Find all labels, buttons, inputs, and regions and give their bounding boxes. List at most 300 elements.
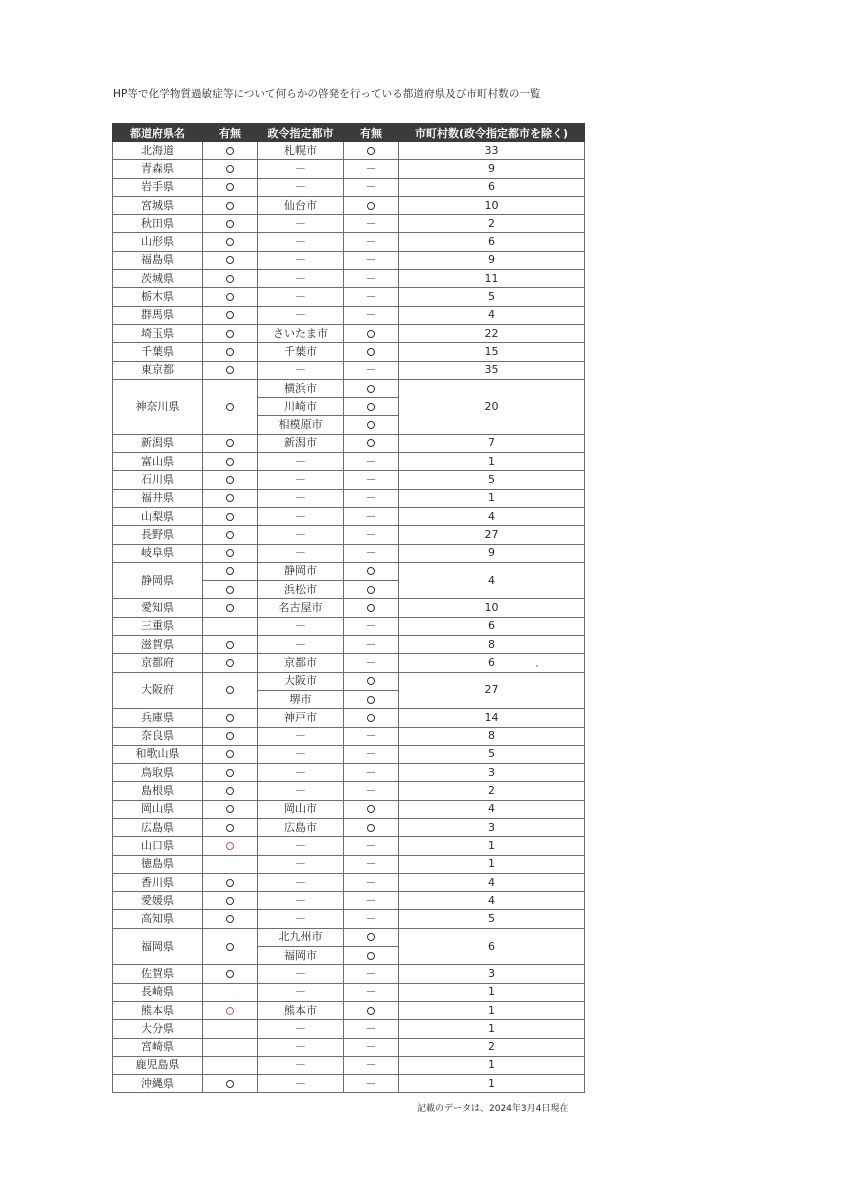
circle-mark-icon bbox=[226, 513, 234, 521]
designated-city-name: － bbox=[258, 178, 344, 196]
prefecture-name: 兵庫県 bbox=[113, 709, 203, 727]
prefecture-name: 京都府 bbox=[113, 654, 203, 672]
designated-city-has bbox=[344, 416, 399, 434]
municipality-count: 6 bbox=[399, 178, 585, 196]
prefecture-has bbox=[203, 709, 258, 727]
municipality-count: 22 bbox=[399, 324, 585, 342]
designated-city-has: － bbox=[344, 526, 399, 544]
prefecture-has bbox=[203, 672, 258, 709]
prefecture-name: 大阪府 bbox=[113, 672, 203, 709]
circle-mark-icon bbox=[226, 183, 234, 191]
designated-city-name: － bbox=[258, 1020, 344, 1038]
prefecture-has bbox=[203, 855, 258, 873]
table-row bbox=[113, 709, 585, 727]
designated-city-has bbox=[344, 599, 399, 617]
prefecture-has bbox=[203, 818, 258, 836]
designated-city-has bbox=[344, 142, 399, 160]
designated-city-name: － bbox=[258, 892, 344, 910]
designated-city-name: 浜松市 bbox=[258, 581, 344, 599]
designated-city-name: 京都市 bbox=[258, 654, 344, 672]
header-city-has: 有無 bbox=[344, 124, 399, 142]
designated-city-name: － bbox=[258, 270, 344, 288]
prefecture-name: 群馬県 bbox=[113, 306, 203, 324]
circle-mark-icon bbox=[367, 952, 375, 960]
circle-mark-icon bbox=[367, 348, 375, 356]
designated-city-has bbox=[344, 800, 399, 818]
municipality-count: 1 bbox=[399, 855, 585, 873]
table-row bbox=[113, 745, 585, 763]
municipality-count: 9 bbox=[399, 251, 585, 269]
prefecture-name: 青森県 bbox=[113, 160, 203, 178]
municipality-count: 27 bbox=[399, 672, 585, 709]
page-title: HP等で化学物質過敏症等について何らかの啓発を行っている都道府県及び市町村数の一覧 bbox=[113, 88, 541, 100]
prefecture-name: 沖縄県 bbox=[113, 1075, 203, 1093]
prefecture-name: 富山県 bbox=[113, 453, 203, 471]
circle-mark-icon bbox=[367, 586, 375, 594]
circle-mark-icon bbox=[226, 311, 234, 319]
designated-city-name: 大阪市 bbox=[258, 672, 344, 690]
circle-mark-icon bbox=[226, 531, 234, 539]
municipality-count: 3 bbox=[399, 965, 585, 983]
circle-mark-icon bbox=[226, 147, 234, 155]
designated-city-name: さいたま市 bbox=[258, 324, 344, 342]
prefecture-has bbox=[203, 1056, 258, 1074]
designated-city-name: 横浜市 bbox=[258, 379, 344, 397]
prefecture-name: 鳥取県 bbox=[113, 764, 203, 782]
circle-mark-icon bbox=[226, 476, 234, 484]
circle-mark-icon bbox=[226, 330, 234, 338]
designated-city-has: － bbox=[344, 855, 399, 873]
table-row bbox=[113, 818, 585, 836]
prefecture-has bbox=[203, 178, 258, 196]
designated-city-has: － bbox=[344, 471, 399, 489]
prefecture-name: 香川県 bbox=[113, 873, 203, 891]
header-municipality-count: 市町村数(政令指定都市を除く) bbox=[399, 124, 585, 142]
circle-mark-icon bbox=[226, 897, 234, 905]
prefecture-has bbox=[203, 544, 258, 562]
designated-city-name: － bbox=[258, 727, 344, 745]
designated-city-has: － bbox=[344, 617, 399, 635]
municipality-count: 1 bbox=[399, 453, 585, 471]
designated-city-has: － bbox=[344, 873, 399, 891]
table-row bbox=[113, 1001, 585, 1019]
prefecture-has bbox=[203, 1038, 258, 1056]
prefecture-name: 岐阜県 bbox=[113, 544, 203, 562]
designated-city-name: 熊本市 bbox=[258, 1001, 344, 1019]
circle-mark-icon bbox=[367, 677, 375, 685]
designated-city-name: － bbox=[258, 489, 344, 507]
prefecture-has bbox=[203, 1075, 258, 1093]
designated-city-has bbox=[344, 818, 399, 836]
municipality-count: 1 bbox=[399, 1001, 585, 1019]
table-row bbox=[113, 196, 585, 214]
circle-mark-icon bbox=[226, 805, 234, 813]
prefecture-name: 福岡県 bbox=[113, 928, 203, 965]
designated-city-name: － bbox=[258, 855, 344, 873]
circle-mark-icon bbox=[226, 293, 234, 301]
prefecture-has bbox=[203, 270, 258, 288]
designated-city-name: 札幌市 bbox=[258, 142, 344, 160]
designated-city-has bbox=[344, 709, 399, 727]
designated-city-name: － bbox=[258, 983, 344, 1001]
designated-city-has bbox=[344, 379, 399, 397]
table-row bbox=[113, 361, 585, 379]
table-row bbox=[113, 142, 585, 160]
prefecture-has bbox=[203, 599, 258, 617]
designated-city-name: 川崎市 bbox=[258, 398, 344, 416]
header-prefecture-has: 有無 bbox=[203, 124, 258, 142]
table-row bbox=[113, 782, 585, 800]
circle-mark-icon bbox=[226, 202, 234, 210]
table-row bbox=[113, 178, 585, 196]
municipality-count: 7 bbox=[399, 434, 585, 452]
header-row bbox=[113, 124, 585, 142]
designated-city-name: 千葉市 bbox=[258, 343, 344, 361]
circle-mark-icon bbox=[226, 458, 234, 466]
designated-city-name: － bbox=[258, 910, 344, 928]
designated-city-has: － bbox=[344, 636, 399, 654]
prefecture-name: 三重県 bbox=[113, 617, 203, 635]
municipality-count: 4 bbox=[399, 306, 585, 324]
prefecture-has bbox=[203, 251, 258, 269]
table-row bbox=[113, 983, 585, 1001]
designated-city-name: 神戸市 bbox=[258, 709, 344, 727]
circle-mark-icon bbox=[367, 824, 375, 832]
prefecture-name: 福井県 bbox=[113, 489, 203, 507]
designated-city-has bbox=[344, 690, 399, 708]
designated-city-name: － bbox=[258, 306, 344, 324]
municipality-count: 3 bbox=[399, 764, 585, 782]
prefecture-name: 岩手県 bbox=[113, 178, 203, 196]
designated-city-has: － bbox=[344, 178, 399, 196]
municipality-count: 9 bbox=[399, 160, 585, 178]
municipality-count: 2 bbox=[399, 1038, 585, 1056]
circle-mark-icon bbox=[226, 879, 234, 887]
municipality-count: 9 bbox=[399, 544, 585, 562]
designated-city-name: － bbox=[258, 965, 344, 983]
prefecture-has bbox=[203, 983, 258, 1001]
prefecture-has bbox=[203, 434, 258, 452]
circle-mark-icon bbox=[226, 439, 234, 447]
prefecture-has bbox=[203, 562, 258, 580]
circle-mark-icon bbox=[226, 494, 234, 502]
table-row bbox=[113, 892, 585, 910]
table-row bbox=[113, 928, 585, 946]
designated-city-name: － bbox=[258, 215, 344, 233]
prefecture-name: 長野県 bbox=[113, 526, 203, 544]
table-row bbox=[113, 636, 585, 654]
table-row bbox=[113, 1038, 585, 1056]
circle-mark-icon bbox=[226, 366, 234, 374]
prefecture-name: 栃木県 bbox=[113, 288, 203, 306]
prefecture-name: 徳島県 bbox=[113, 855, 203, 873]
designated-city-has: － bbox=[344, 544, 399, 562]
designated-city-has: － bbox=[344, 782, 399, 800]
prefecture-has bbox=[203, 306, 258, 324]
circle-mark-red-icon bbox=[226, 1007, 234, 1015]
municipality-count: 20 bbox=[399, 379, 585, 434]
circle-mark-icon bbox=[226, 604, 234, 612]
circle-mark-icon bbox=[226, 686, 234, 694]
prefecture-name: 岡山県 bbox=[113, 800, 203, 818]
designated-city-name: 堺市 bbox=[258, 690, 344, 708]
table-row bbox=[113, 526, 585, 544]
table-row bbox=[113, 324, 585, 342]
prefecture-has bbox=[203, 873, 258, 891]
circle-mark-icon bbox=[226, 348, 234, 356]
municipality-count: 4 bbox=[399, 562, 585, 599]
prefecture-name: 島根県 bbox=[113, 782, 203, 800]
prefecture-has bbox=[203, 489, 258, 507]
municipality-count: 8 bbox=[399, 727, 585, 745]
prefecture-name: 鹿児島県 bbox=[113, 1056, 203, 1074]
designated-city-has: － bbox=[344, 654, 399, 672]
municipality-count: 5 bbox=[399, 745, 585, 763]
designated-city-has: － bbox=[344, 270, 399, 288]
prefecture-name: 新潟県 bbox=[113, 434, 203, 452]
prefecture-table bbox=[112, 123, 585, 1093]
prefecture-has bbox=[203, 379, 258, 434]
designated-city-name: 名古屋市 bbox=[258, 599, 344, 617]
designated-city-has bbox=[344, 581, 399, 599]
designated-city-has: － bbox=[344, 727, 399, 745]
prefecture-has bbox=[203, 215, 258, 233]
table-row bbox=[113, 434, 585, 452]
circle-mark-icon bbox=[226, 824, 234, 832]
designated-city-has: － bbox=[344, 837, 399, 855]
circle-mark-icon bbox=[226, 238, 234, 246]
designated-city-name: － bbox=[258, 361, 344, 379]
designated-city-name: － bbox=[258, 288, 344, 306]
designated-city-has: － bbox=[344, 1038, 399, 1056]
table-row bbox=[113, 489, 585, 507]
prefecture-name: 広島県 bbox=[113, 818, 203, 836]
prefecture-has bbox=[203, 324, 258, 342]
circle-mark-icon bbox=[367, 147, 375, 155]
designated-city-has bbox=[344, 343, 399, 361]
table-row bbox=[113, 855, 585, 873]
municipality-count: 14 bbox=[399, 709, 585, 727]
prefecture-name: 山梨県 bbox=[113, 507, 203, 525]
municipality-count: 1 bbox=[399, 1056, 585, 1074]
municipality-count: 10 bbox=[399, 196, 585, 214]
circle-mark-icon bbox=[367, 805, 375, 813]
table-row bbox=[113, 617, 585, 635]
prefecture-name: 愛媛県 bbox=[113, 892, 203, 910]
prefecture-name: 滋賀県 bbox=[113, 636, 203, 654]
designated-city-has: － bbox=[344, 910, 399, 928]
table-row bbox=[113, 727, 585, 745]
municipality-count: 1 bbox=[399, 837, 585, 855]
designated-city-name: － bbox=[258, 507, 344, 525]
prefecture-has bbox=[203, 782, 258, 800]
table-row bbox=[113, 654, 585, 672]
designated-city-name: － bbox=[258, 1038, 344, 1056]
data-date-note: 記載のデータは、2024年3月4日現在 bbox=[417, 1104, 569, 1114]
municipality-count: 1 bbox=[399, 983, 585, 1001]
designated-city-name: 新潟市 bbox=[258, 434, 344, 452]
designated-city-has bbox=[344, 398, 399, 416]
municipality-count: 6 bbox=[399, 233, 585, 251]
prefecture-name: 東京都 bbox=[113, 361, 203, 379]
designated-city-name: 北九州市 bbox=[258, 928, 344, 946]
designated-city-has bbox=[344, 672, 399, 690]
designated-city-has: － bbox=[344, 983, 399, 1001]
circle-mark-icon bbox=[367, 403, 375, 411]
prefecture-has bbox=[203, 1001, 258, 1019]
circle-mark-red-icon bbox=[226, 842, 234, 850]
table-row bbox=[113, 562, 585, 580]
table-row bbox=[113, 965, 585, 983]
table-row bbox=[113, 873, 585, 891]
table-row bbox=[113, 507, 585, 525]
prefecture-name: 茨城県 bbox=[113, 270, 203, 288]
prefecture-name: 高知県 bbox=[113, 910, 203, 928]
prefecture-has bbox=[203, 800, 258, 818]
table-row bbox=[113, 1056, 585, 1074]
designated-city-name: － bbox=[258, 617, 344, 635]
table-row bbox=[113, 1075, 585, 1093]
designated-city-has: － bbox=[344, 1020, 399, 1038]
circle-mark-icon bbox=[226, 750, 234, 758]
table-row bbox=[113, 471, 585, 489]
designated-city-name: － bbox=[258, 764, 344, 782]
municipality-count: 5 bbox=[399, 910, 585, 928]
designated-city-has: － bbox=[344, 892, 399, 910]
municipality-count: 3 bbox=[399, 818, 585, 836]
municipality-count: 27 bbox=[399, 526, 585, 544]
prefecture-has bbox=[203, 654, 258, 672]
prefecture-has bbox=[203, 288, 258, 306]
circle-mark-icon bbox=[226, 915, 234, 923]
prefecture-has bbox=[203, 837, 258, 855]
circle-mark-icon bbox=[367, 202, 375, 210]
prefecture-name: 埼玉県 bbox=[113, 324, 203, 342]
circle-mark-icon bbox=[367, 385, 375, 393]
municipality-count: 6 bbox=[399, 617, 585, 635]
circle-mark-icon bbox=[226, 732, 234, 740]
circle-mark-icon bbox=[226, 970, 234, 978]
prefecture-has bbox=[203, 343, 258, 361]
municipality-count: 1 bbox=[399, 1020, 585, 1038]
prefecture-name: 佐賀県 bbox=[113, 965, 203, 983]
prefecture-name: 山形県 bbox=[113, 233, 203, 251]
municipality-count: 6 bbox=[399, 928, 585, 965]
prefecture-name: 熊本県 bbox=[113, 1001, 203, 1019]
table-row bbox=[113, 160, 585, 178]
designated-city-has bbox=[344, 947, 399, 965]
designated-city-name: 岡山市 bbox=[258, 800, 344, 818]
municipality-count: 10 bbox=[399, 599, 585, 617]
prefecture-name: 神奈川県 bbox=[113, 379, 203, 434]
circle-mark-icon bbox=[367, 567, 375, 575]
prefecture-name: 北海道 bbox=[113, 142, 203, 160]
prefecture-has bbox=[203, 581, 258, 599]
circle-mark-icon bbox=[226, 275, 234, 283]
circle-mark-icon bbox=[226, 586, 234, 594]
circle-mark-icon bbox=[367, 421, 375, 429]
circle-mark-icon bbox=[226, 165, 234, 173]
designated-city-has bbox=[344, 1001, 399, 1019]
designated-city-has bbox=[344, 434, 399, 452]
prefecture-name: 和歌山県 bbox=[113, 745, 203, 763]
designated-city-has: － bbox=[344, 233, 399, 251]
table-row bbox=[113, 379, 585, 397]
table-row bbox=[113, 764, 585, 782]
designated-city-has bbox=[344, 196, 399, 214]
designated-city-name: － bbox=[258, 526, 344, 544]
prefecture-name: 宮城県 bbox=[113, 196, 203, 214]
circle-mark-icon bbox=[226, 787, 234, 795]
designated-city-has: － bbox=[344, 215, 399, 233]
prefecture-has bbox=[203, 471, 258, 489]
designated-city-name: － bbox=[258, 251, 344, 269]
municipality-count: 4 bbox=[399, 873, 585, 891]
table-row bbox=[113, 251, 585, 269]
prefecture-has bbox=[203, 910, 258, 928]
prefecture-has bbox=[203, 526, 258, 544]
prefecture-name: 愛知県 bbox=[113, 599, 203, 617]
table-row bbox=[113, 306, 585, 324]
circle-mark-icon bbox=[367, 696, 375, 704]
municipality-count: 1 bbox=[399, 1075, 585, 1093]
prefecture-has bbox=[203, 160, 258, 178]
designated-city-has: － bbox=[344, 1075, 399, 1093]
prefecture-has bbox=[203, 361, 258, 379]
designated-city-has: － bbox=[344, 306, 399, 324]
designated-city-name: － bbox=[258, 782, 344, 800]
circle-mark-icon bbox=[226, 659, 234, 667]
designated-city-has: － bbox=[344, 745, 399, 763]
prefecture-name: 大分県 bbox=[113, 1020, 203, 1038]
circle-mark-icon bbox=[226, 567, 234, 575]
designated-city-name: － bbox=[258, 453, 344, 471]
circle-mark-icon bbox=[367, 933, 375, 941]
table-row bbox=[113, 544, 585, 562]
circle-mark-icon bbox=[367, 439, 375, 447]
designated-city-has: － bbox=[344, 160, 399, 178]
circle-mark-icon bbox=[226, 256, 234, 264]
prefecture-has bbox=[203, 892, 258, 910]
table-row bbox=[113, 910, 585, 928]
designated-city-has: － bbox=[344, 361, 399, 379]
designated-city-has: － bbox=[344, 251, 399, 269]
circle-mark-icon bbox=[367, 330, 375, 338]
circle-mark-icon bbox=[226, 943, 234, 951]
prefecture-name: 千葉県 bbox=[113, 343, 203, 361]
circle-mark-icon bbox=[226, 1080, 234, 1088]
scan-speck bbox=[536, 665, 538, 667]
designated-city-has: － bbox=[344, 965, 399, 983]
prefecture-has bbox=[203, 196, 258, 214]
table-row bbox=[113, 288, 585, 306]
prefecture-has bbox=[203, 453, 258, 471]
table-row bbox=[113, 233, 585, 251]
circle-mark-icon bbox=[226, 769, 234, 777]
circle-mark-icon bbox=[226, 714, 234, 722]
prefecture-name: 山口県 bbox=[113, 837, 203, 855]
circle-mark-icon bbox=[367, 714, 375, 722]
table-row bbox=[113, 672, 585, 690]
table-row bbox=[113, 215, 585, 233]
designated-city-name: － bbox=[258, 873, 344, 891]
table-body bbox=[113, 142, 585, 1093]
municipality-count: 5 bbox=[399, 288, 585, 306]
designated-city-has: － bbox=[344, 507, 399, 525]
table-row bbox=[113, 1020, 585, 1038]
municipality-count: 33 bbox=[399, 142, 585, 160]
circle-mark-icon bbox=[367, 1007, 375, 1015]
